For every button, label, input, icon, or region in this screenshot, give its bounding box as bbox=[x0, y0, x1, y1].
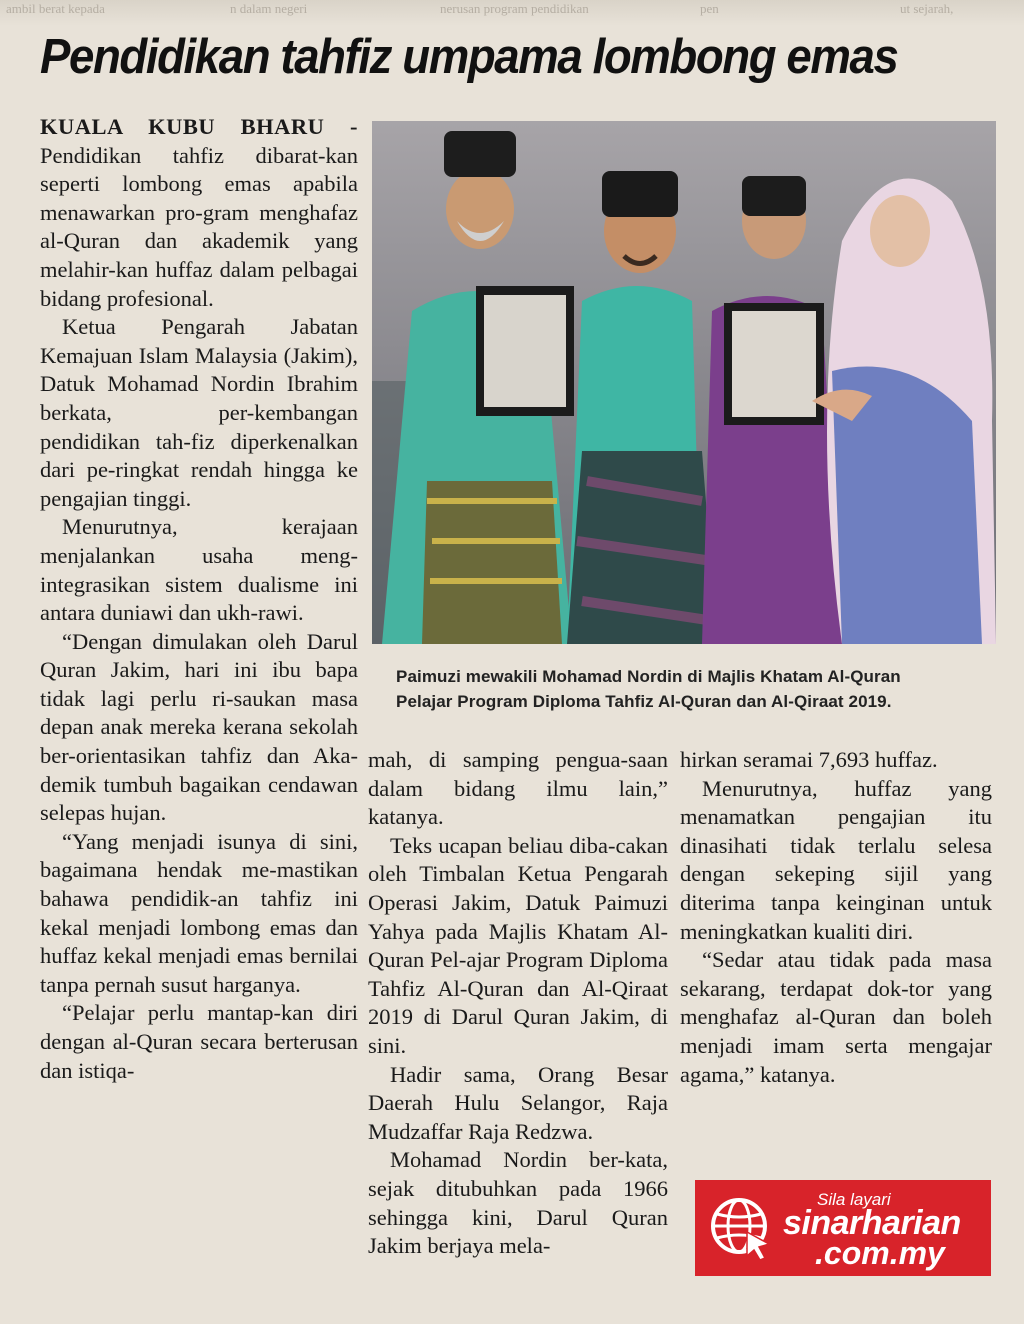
paragraph: hirkan seramai 7,693 huffaz. bbox=[680, 747, 938, 772]
paragraph: mah, di samping pengua-saan dalam bidang ilmu lain,” katanya. bbox=[368, 747, 668, 830]
ghost-text: nerusan program pendidikan bbox=[440, 1, 589, 16]
caption-line: Paimuzi mewakili Mohamad Nordin di Majlis Khatam Al-Quran bbox=[396, 667, 901, 686]
ghost-text: ambil berat kepada bbox=[6, 1, 105, 16]
paragraph: “Sedar atau tidak pada masa sekarang, terdapat dok-tor yang menghafaz al-Quran dan boleh menjadi imam serta mengajar agama,” katanya. bbox=[680, 947, 992, 1087]
sinarharian-promo-box bbox=[695, 1180, 991, 1276]
news-photo bbox=[372, 121, 996, 644]
caption-line: Pelajar Program Diploma Tahfiz Al-Quran dan Al-Qiraat 2019. bbox=[396, 692, 892, 711]
promo-prefix: Sila layari bbox=[817, 1190, 891, 1209]
article-column-1 bbox=[40, 113, 358, 1293]
paragraph: Hadir sama, Orang Besar Daerah Hulu Selangor, Raja Mudzaffar Raja Redzwa. bbox=[368, 1061, 668, 1144]
ghost-text: ut sejarah, bbox=[900, 1, 954, 16]
paragraph: Ketua Pengarah Jabatan Kemajuan Islam Malaysia (Jakim), Datuk Mohamad Nordin Ibrahim berkata, per-kembangan pendidikan tah-fiz diperkenalkan dari pe-ringkat rendah hingga ke pengajian tinggi. bbox=[40, 314, 358, 511]
article-column-3 bbox=[680, 746, 992, 1089]
dateline: KUALA KUBU BHARU - bbox=[40, 114, 358, 139]
globe-cursor-icon bbox=[707, 1194, 775, 1262]
paragraph: Menurutnya, kerajaan menjalankan usaha meng-integrasikan sistem dualisme ini antara duniawi dan ukh-rawi. bbox=[40, 514, 358, 626]
headline: Pendidikan tahfiz umpama lombong emas bbox=[40, 30, 898, 84]
ghost-text: pen bbox=[700, 1, 719, 16]
paragraph: Pendidikan tahfiz dibarat-kan seperti lombong emas apabila menawarkan pro-gram menghafaz al-Quran dan akademik yang melahir-kan huffaz dalam pelbagai bidang profesional. bbox=[40, 142, 358, 311]
paragraph: Mohamad Nordin ber-kata, sejak ditubuhkan pada 1966 sehingga kini, Darul Quran Jakim berjaya mela- bbox=[368, 1147, 668, 1259]
photo-caption bbox=[396, 664, 996, 714]
paragraph: Menurutnya, huffaz yang menamatkan pengajian itu dinasihati tidak terlalu selesa dengan sekeping sijil yang diterima tanpa keinginan untuk meningkatkan kualiti diri. bbox=[680, 775, 992, 944]
paragraph: Teks ucapan beliau diba-cakan oleh Timbalan Ketua Pengarah Operasi Jakim, Datuk Paimuzi Yahya pada Majlis Khatam Al-Quran Pel-ajar Program Diploma Tahfiz Al-Quran dan Al-Qiraat 2019 di Darul Quran Jakim, di sini. bbox=[368, 832, 668, 1058]
paragraph: “Dengan dimulakan oleh Darul Quran Jakim, hari ini ibu bapa tidak lagi perlu ri-saukan masa depan anak mereka kerana sekolah ber-orientasikan tahfiz dan Aka-demik tumbuh bagaikan cendawan selepas hujan. bbox=[40, 628, 358, 826]
previous-article-fragment bbox=[0, 0, 1024, 26]
article-column-2 bbox=[368, 746, 668, 1261]
paragraph: “Yang menjadi isunya di sini, bagaimana hendak me-mastikan bahawa pendidik-an tahfiz ini kekal menjadi lombong emas dan huffaz kekal menjadi emas bernilai tanpa pernah susut harganya. bbox=[40, 828, 358, 997]
ghost-text: n dalam negeri bbox=[230, 1, 308, 16]
paragraph: “Pelajar perlu mantap-kan diri dengan al-Quran secara berterusan dan istiqa- bbox=[40, 1000, 358, 1083]
ceremony-photo-illustration bbox=[372, 121, 996, 644]
promo-domain: .com.my bbox=[815, 1235, 945, 1271]
promo-site-name: sinarharian bbox=[783, 1204, 961, 1242]
